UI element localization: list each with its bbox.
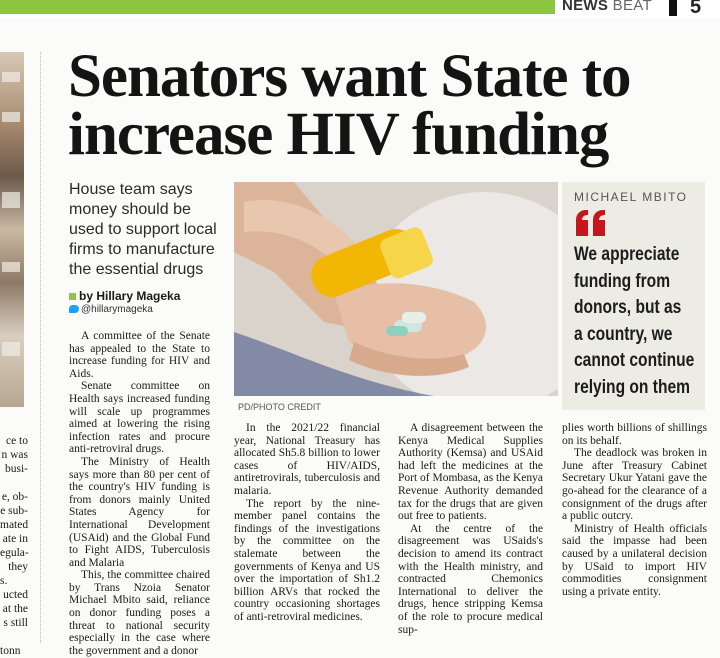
paragraph: At the centre of the disagreement was USaids's decision to amend its contract with the Health ministry, and contracted Chemonics International to deliver the drugs, hence stripping Kemsa of the role to procure medical sup- <box>398 522 543 636</box>
header-accent-bar <box>0 0 555 14</box>
paragraph: Ministry of Health officials said the impasse had been caused by a unilateral decision by USaid to import HIV commodities consignment using a private entity. <box>562 522 707 598</box>
pull-quote-text <box>574 242 695 401</box>
pull-quote-line: a country, we <box>574 323 673 345</box>
pills-in-hand-illustration <box>234 182 558 396</box>
headline-line-1: Senators want State to <box>68 43 631 110</box>
page-marker <box>669 0 677 16</box>
column-divider <box>40 52 41 643</box>
section-label <box>562 0 652 14</box>
pull-quote-line: funding from <box>574 270 671 292</box>
paragraph: The Ministry of Health says more than 80 per cent of the country's HIV funding is from donors mainly United States Agency for International Development (USAid) and the Global Fund to Fight AIDS, Tuberculosis and Malaria <box>69 455 210 569</box>
byline-author: by Hillary Mageka <box>79 289 181 303</box>
article-photo <box>234 182 558 396</box>
paragraph: plies worth billions of shillings on its behalf. <box>562 422 707 447</box>
pull-quote-line: donors, but as <box>574 297 682 318</box>
fragment-line: n was <box>1 449 28 461</box>
twitter-bird-icon <box>69 305 79 313</box>
section-label-bold: NEWS <box>562 0 609 14</box>
fragment-line: e, ob- <box>1 491 28 503</box>
paragraph: Senate committee on Health says increased funding will scale up programmes aimed at lowering the rising infection rates and procure anti-retroviral drugs. <box>69 380 210 456</box>
photo-credit: PD/PHOTO CREDIT <box>238 402 321 412</box>
section-label-light: BEAT <box>612 0 652 14</box>
fragment-line: busi- <box>5 463 28 475</box>
paragraph: The report by the nine-member panel contains the findings of the investigations by the committee on the stalemate between the governments of Kenya and US over the importation of Sh1.2 billion ARVs that rocked the country occasioning shortages of anti-retroviral medicines. <box>234 497 380 623</box>
pull-quote-line: cannot continue <box>574 350 695 371</box>
paragraph: A committee of the Senate has appealed to the State to increase funding for HIV and Aids. <box>69 330 210 380</box>
quote-mark-icon <box>574 210 608 241</box>
fragment-line: tonn <box>0 645 21 657</box>
paragraph: In the 2021/22 financial year, National Treasury has allocated Sh5.8 billion to lower cases of HIV/AIDS, antiretrovirals, tuberculosis and malaria. <box>234 422 380 497</box>
fragment-line: they <box>8 561 28 573</box>
pull-quote-speaker: MICHAEL MBITO <box>574 190 688 204</box>
article-column-1 <box>69 330 210 657</box>
paragraph: A disagreement between the Kenya Medical Supplies Authority (Kemsa) and USAid had left the medicines at the Port of Mombasa, as the Kenya Revenue Authority demanded tax for the drugs that are given out free to patients. <box>398 422 543 523</box>
article-column-3 <box>398 422 543 636</box>
fragment-line: egula- <box>0 547 29 559</box>
headline <box>68 43 631 168</box>
paragraph: The deadlock was broken in June after Treasury Cabinet Secretary Ukur Yatani gave the go-ahead for the clearance of a consignment of the drugs after a public outcry. <box>562 447 707 523</box>
pull-quote-line: We appreciate <box>574 244 680 265</box>
paragraph: This, the committee chaired by Trans Nzoia Senator Michael Mbito said, reliance on donor funding poses a threat to national security especially in the case where the government and a donor <box>69 569 210 657</box>
headline-line-2: increase HIV funding <box>68 101 609 168</box>
twitter-handle-text: @hillarymageka <box>81 304 153 315</box>
article-column-2 <box>234 422 380 624</box>
pull-quote-line: relying on them <box>574 376 691 398</box>
fragment-line: mated <box>0 519 29 531</box>
fragment-line: s still <box>3 617 28 629</box>
fragment-line: ce to <box>5 435 28 447</box>
page-number: 5 <box>690 0 702 18</box>
fragment-line: s. <box>0 575 8 587</box>
fragment-line: ate in <box>2 533 28 545</box>
article-column-4 <box>562 422 707 598</box>
adjacent-story-text <box>0 434 28 658</box>
byline <box>69 289 180 303</box>
standfirst: House team says money should be used to support local firms to manufacture the essential drugs <box>69 181 217 278</box>
fragment-line: e sub- <box>0 505 28 517</box>
fragment-line: at the <box>2 603 28 615</box>
byline-marker-icon <box>69 293 76 300</box>
adjacent-story-photo <box>0 52 24 407</box>
twitter-handle <box>69 304 153 315</box>
fragment-line: ucted <box>3 589 28 601</box>
